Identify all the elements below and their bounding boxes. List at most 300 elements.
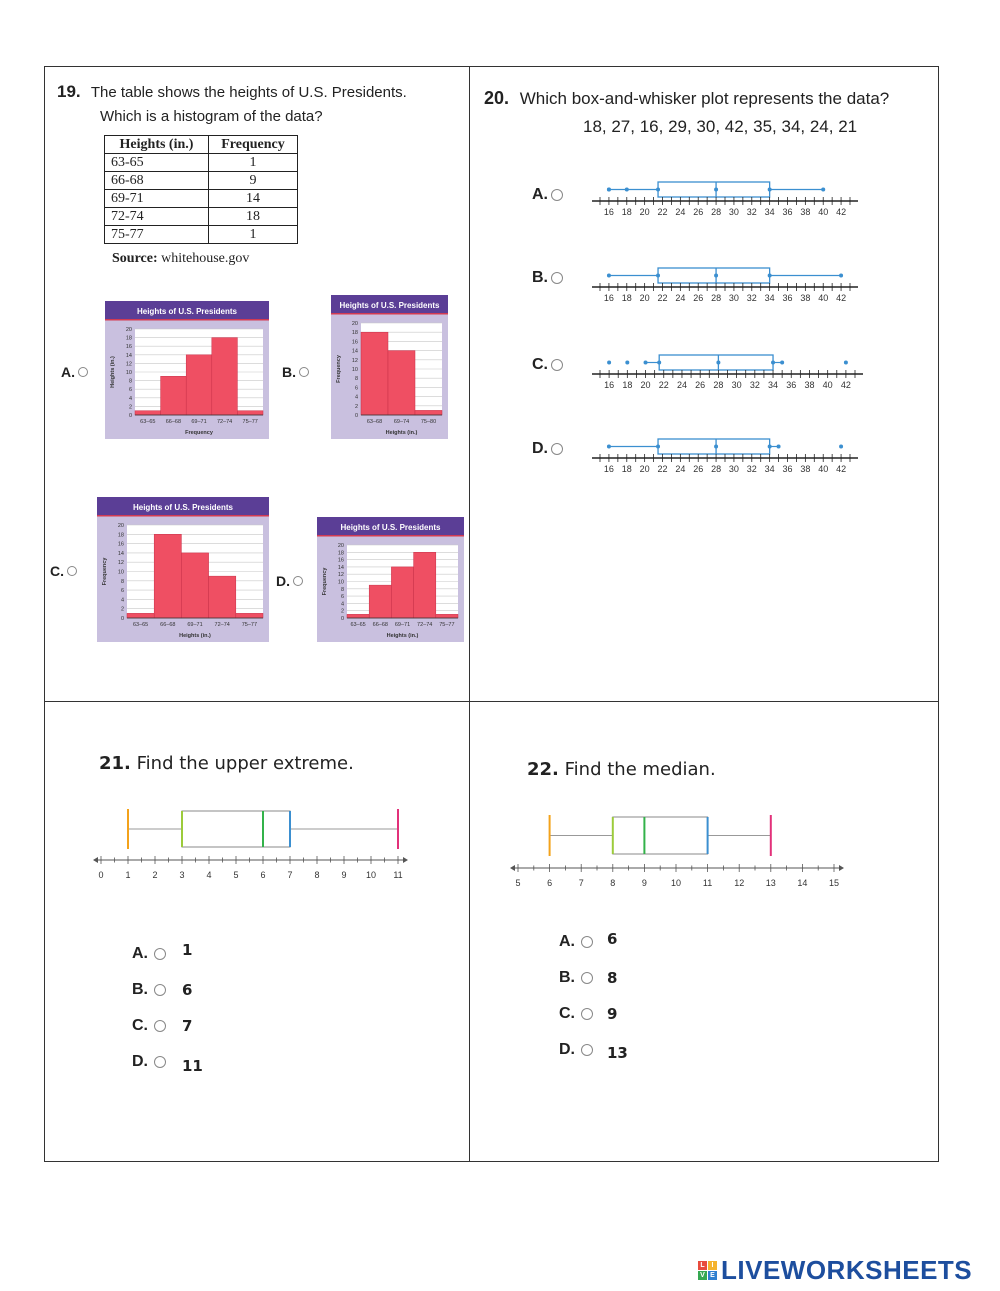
y-tick-label: 0 (120, 616, 124, 622)
y-tick-label: 0 (128, 413, 132, 419)
y-tick-label: 20 (351, 321, 358, 327)
number-line-arrow-right (839, 865, 844, 871)
number-line-arrow-right (403, 857, 408, 863)
axis-tick-label: 36 (782, 464, 793, 474)
axis-tick-label: 0 (98, 870, 104, 880)
x-tick-label: 63–68 (366, 419, 383, 425)
y-tick-label: 12 (351, 357, 358, 364)
radio-button[interactable] (154, 948, 166, 960)
y-tick-label: 12 (117, 560, 124, 567)
option-letter: A. (61, 364, 75, 380)
histogram-c (97, 497, 269, 642)
axis-tick-label: 42 (836, 293, 847, 303)
x-tick-label: 63–65 (350, 622, 366, 628)
radio-button[interactable] (551, 443, 563, 455)
y-axis-label: Heights (in.) (110, 356, 116, 388)
axis-tick-label: 1 (125, 870, 131, 880)
axis-tick-label: 20 (639, 464, 650, 474)
y-tick-label: 0 (340, 616, 344, 622)
option-value: 7 (182, 1017, 193, 1035)
option-letter: A. (559, 933, 575, 950)
q19-number: 19. (57, 82, 81, 101)
five-number-point (714, 445, 718, 449)
q22-number: 22. (527, 759, 559, 780)
axis-tick-label: 3 (179, 870, 185, 880)
logo-block: L (698, 1261, 707, 1270)
y-tick-label: 14 (125, 352, 132, 359)
histogram-bar (236, 613, 263, 618)
x-tick-label: 66–68 (372, 622, 388, 628)
table-source (112, 251, 249, 267)
five-number-point (714, 274, 718, 278)
q22-boxplot (505, 810, 850, 895)
axis-tick-label: 5 (515, 878, 521, 888)
q19-option-d[interactable] (276, 573, 303, 589)
data-point (625, 188, 629, 192)
option-letter: C. (559, 1005, 575, 1022)
axis-tick-label: 14 (797, 878, 808, 888)
histogram-b (331, 295, 448, 439)
axis-tick-label: 32 (746, 207, 757, 217)
heights-table (104, 135, 298, 244)
five-number-point (657, 361, 661, 365)
radio-button[interactable] (78, 367, 88, 377)
axis-tick-label: 32 (746, 464, 757, 474)
histogram-bar (361, 332, 388, 415)
option-value: 11 (182, 1057, 203, 1075)
table-header: Frequency (209, 136, 298, 154)
option-letter: C. (532, 356, 548, 373)
x-tick-label: 69–74 (393, 419, 410, 425)
brand-name: LIVEWORKSHEETS (721, 1255, 973, 1285)
y-tick-label: 6 (354, 385, 358, 392)
boxplot-b (590, 254, 860, 308)
q19-option-c[interactable] (50, 563, 77, 579)
y-tick-label: 2 (120, 606, 124, 613)
option-value: 6 (182, 981, 193, 999)
axis-tick-label: 26 (693, 207, 704, 217)
axis-tick-label: 24 (675, 464, 686, 474)
option-letter: A. (532, 186, 548, 203)
five-number-point (777, 445, 781, 449)
axis-tick-label: 26 (695, 380, 706, 390)
axis-tick-label: 24 (676, 380, 687, 390)
table-cell: 72-74 (105, 208, 209, 226)
q20-option-b[interactable] (532, 269, 563, 287)
axis-tick-label: 18 (621, 207, 632, 217)
q22-option-d[interactable] (559, 1041, 628, 1062)
y-tick-label: 6 (128, 387, 132, 394)
table-cell: 66-68 (105, 172, 209, 190)
y-tick-label: 4 (120, 597, 124, 604)
q22-title (527, 759, 716, 780)
table-cell: 69-71 (105, 190, 209, 208)
number-line-arrow-left (93, 857, 98, 863)
x-tick-label: 63–65 (140, 419, 156, 425)
axis-tick-label: 7 (578, 878, 584, 888)
q20-data-line: 18, 27, 16, 29, 30, 42, 35, 34, 24, 21 (583, 117, 858, 136)
axis-tick-label: 40 (818, 293, 829, 303)
data-point (844, 361, 848, 365)
y-tick-label: 16 (337, 557, 344, 564)
axis-tick-label: 20 (639, 293, 650, 303)
y-tick-label: 18 (337, 550, 344, 557)
five-number-point (768, 274, 772, 278)
axis-tick-label: 40 (822, 380, 833, 390)
five-number-point (607, 445, 611, 449)
axis-tick-label: 6 (547, 878, 553, 888)
axis-tick-label: 36 (782, 293, 793, 303)
y-tick-label: 18 (125, 335, 132, 342)
logo-block: I (708, 1261, 717, 1270)
x-axis-label: Frequency (185, 430, 213, 436)
axis-tick-label: 7 (287, 870, 293, 880)
y-tick-label: 16 (125, 344, 132, 351)
table-cell: 75-77 (105, 226, 209, 244)
y-tick-label: 14 (117, 550, 124, 557)
y-tick-label: 10 (351, 367, 358, 373)
y-tick-label: 8 (128, 378, 132, 385)
axis-tick-label: 15 (828, 878, 840, 888)
option-value: 9 (607, 1005, 618, 1023)
q20-option-a[interactable] (532, 186, 563, 204)
table-cell: 1 (209, 154, 298, 172)
axis-tick-label: 4 (206, 870, 212, 880)
table-cell: 9 (209, 172, 298, 190)
axis-tick-label: 8 (314, 870, 320, 880)
x-tick-label: 72–74 (214, 622, 230, 628)
y-tick-label: 8 (120, 578, 124, 585)
radio-button[interactable] (299, 367, 309, 377)
radio-button[interactable] (551, 359, 563, 371)
q22-option-c[interactable] (559, 1005, 628, 1023)
q21-option-d[interactable] (132, 1053, 203, 1075)
x-tick-label: 69–71 (187, 622, 203, 628)
q21-option-c[interactable] (132, 1017, 203, 1035)
y-axis-label: Frequency (322, 567, 328, 596)
table-cell: 14 (209, 190, 298, 208)
five-number-point (768, 188, 772, 192)
x-tick-label: 66–68 (165, 419, 182, 425)
number-line-arrow-left (510, 865, 515, 871)
q21-boxplot (88, 805, 418, 885)
axis-tick-label: 16 (603, 293, 614, 303)
y-tick-label: 10 (337, 579, 344, 586)
histogram-bar (237, 411, 263, 415)
y-tick-label: 20 (117, 523, 124, 529)
option-value: 1 (182, 941, 193, 959)
histogram-header-rule (331, 313, 448, 315)
histogram-d (317, 517, 464, 642)
x-tick-label: 69–71 (191, 419, 207, 425)
histogram-bar (209, 576, 236, 618)
y-tick-label: 14 (337, 564, 344, 571)
five-number-point (714, 188, 718, 192)
y-tick-label: 4 (128, 395, 132, 402)
histogram-title: Heights of U.S. Presidents (132, 503, 234, 512)
y-tick-label: 10 (125, 370, 132, 376)
axis-tick-label: 26 (693, 464, 704, 474)
y-axis-label: Frequency (336, 355, 342, 383)
axis-tick-label: 13 (765, 878, 776, 888)
q22-question: Find the median. (564, 759, 716, 780)
liveworksheets-logo (698, 1255, 972, 1286)
axis-tick-label: 22 (657, 293, 668, 303)
axis-tick-label: 26 (693, 293, 704, 303)
table-row (105, 190, 298, 208)
axis-tick-label: 16 (603, 464, 614, 474)
x-axis-label: Heights (in.) (386, 633, 419, 639)
y-tick-label: 2 (354, 403, 358, 410)
axis-tick-label: 34 (764, 464, 775, 474)
radio-button[interactable] (581, 972, 593, 984)
data-point (607, 188, 611, 192)
table-row (105, 172, 298, 190)
axis-tick-label: 30 (731, 380, 742, 390)
q22-options (559, 930, 628, 1062)
y-tick-label: 6 (120, 588, 124, 595)
x-tick-label: 75–80 (420, 419, 437, 425)
histogram-bar (415, 410, 442, 415)
radio-button[interactable] (154, 984, 166, 996)
axis-tick-label: 9 (341, 870, 347, 880)
option-letter: B. (559, 969, 575, 986)
box (182, 811, 290, 847)
radio-button[interactable] (293, 576, 303, 586)
q19-line1: The table shows the heights of U.S. Presidents. (90, 84, 407, 101)
histogram-title: Heights of U.S. Presidents (136, 307, 238, 316)
y-tick-label: 6 (340, 594, 344, 601)
axis-tick-label: 28 (713, 380, 724, 390)
option-letter: D. (559, 1041, 575, 1058)
histogram-bar (181, 553, 208, 618)
y-tick-label: 20 (337, 543, 344, 549)
axis-tick-label: 24 (675, 293, 686, 303)
histogram-bar (127, 613, 154, 618)
histogram-a (105, 301, 269, 439)
x-tick-label: 72–74 (417, 622, 433, 628)
axis-tick-label: 36 (786, 380, 797, 390)
histogram-bar (186, 355, 212, 415)
y-tick-label: 8 (354, 376, 358, 383)
y-tick-label: 14 (351, 348, 358, 355)
radio-button[interactable] (154, 1056, 166, 1068)
histogram-title: Heights of U.S. Presidents (340, 523, 441, 532)
histogram-bar (369, 585, 391, 618)
axis-tick-label: 11 (393, 870, 403, 880)
box (658, 182, 770, 197)
y-tick-label: 0 (354, 413, 358, 419)
axis-tick-label: 42 (840, 380, 851, 390)
axis-tick-label: 28 (711, 207, 722, 217)
axis-tick-label: 38 (800, 207, 811, 217)
axis-tick-label: 42 (836, 464, 847, 474)
axis-tick-label: 38 (804, 380, 815, 390)
five-number-point (716, 361, 720, 365)
axis-tick-label: 28 (711, 464, 722, 474)
boxplot-d (590, 425, 860, 479)
box (658, 439, 770, 454)
five-number-point (656, 188, 660, 192)
option-value: 8 (607, 969, 618, 987)
data-point (839, 445, 843, 449)
axis-tick-label: 36 (782, 207, 793, 217)
histogram-bar (347, 614, 369, 618)
x-tick-label: 66–68 (160, 622, 176, 628)
q22-option-b[interactable] (559, 969, 628, 987)
axis-tick-label: 22 (657, 207, 668, 217)
q21-options (132, 941, 203, 1075)
q20-title (484, 88, 889, 109)
option-letter: B. (282, 364, 296, 380)
axis-tick-label: 12 (734, 878, 745, 888)
box (658, 268, 770, 283)
axis-tick-label: 28 (711, 293, 722, 303)
histogram-bar (212, 338, 238, 415)
y-axis-label: Frequency (102, 557, 108, 586)
axis-tick-label: 10 (365, 870, 377, 880)
radio-button[interactable] (581, 1008, 593, 1020)
axis-tick-label: 38 (800, 293, 811, 303)
histogram-bar (154, 534, 181, 618)
histogram-header-rule (105, 319, 269, 321)
x-tick-label: 72–74 (216, 419, 233, 425)
y-tick-label: 18 (351, 330, 358, 337)
axis-tick-label: 18 (622, 380, 633, 390)
histogram-bar (391, 567, 413, 618)
axis-tick-label: 22 (657, 464, 668, 474)
axis-tick-label: 2 (152, 870, 158, 880)
x-tick-label: 75–77 (241, 622, 258, 628)
y-tick-label: 12 (125, 361, 132, 368)
axis-tick-label: 18 (621, 293, 632, 303)
axis-tick-label: 32 (749, 380, 760, 390)
axis-tick-label: 32 (746, 293, 757, 303)
axis-tick-label: 34 (764, 293, 775, 303)
option-letter: D. (276, 573, 290, 589)
axis-tick-label: 30 (728, 207, 739, 217)
x-tick-label: 75–77 (439, 622, 455, 628)
five-number-point (644, 361, 648, 365)
logo-blocks (698, 1261, 717, 1280)
five-number-point (768, 445, 772, 449)
axis-tick-label: 40 (818, 464, 829, 474)
axis-tick-label: 9 (641, 878, 647, 888)
grid-vertical-divider (469, 66, 470, 1162)
radio-button[interactable] (551, 189, 563, 201)
axis-tick-label: 34 (768, 380, 779, 390)
option-letter: D. (532, 440, 548, 457)
five-number-point (821, 188, 825, 192)
y-tick-label: 2 (340, 608, 344, 615)
axis-tick-label: 30 (728, 464, 739, 474)
y-tick-label: 12 (337, 572, 344, 579)
q20-option-d[interactable] (532, 440, 563, 458)
y-tick-label: 10 (117, 569, 124, 576)
option-letter: C. (132, 1017, 148, 1034)
option-letter: A. (132, 945, 148, 962)
x-tick-label: 69–71 (394, 622, 411, 628)
q20-number: 20. (484, 88, 510, 108)
option-letter: D. (132, 1053, 148, 1070)
axis-tick-label: 22 (658, 380, 669, 390)
axis-tick-label: 40 (818, 207, 829, 217)
q20-question: Which box-and-whisker plot represents the data? (519, 89, 890, 108)
table-header-row (105, 136, 298, 154)
axis-tick-label: 16 (604, 380, 615, 390)
five-number-point (607, 274, 611, 278)
q21-number: 21. (99, 753, 131, 774)
axis-tick-label: 6 (260, 870, 266, 880)
radio-button[interactable] (154, 1020, 166, 1032)
five-number-point (780, 361, 784, 365)
boxplot-a (590, 168, 860, 222)
table-header: Heights (in.) (105, 136, 209, 154)
axis-tick-label: 20 (640, 380, 651, 390)
axis-tick-label: 18 (621, 464, 632, 474)
axis-tick-label: 34 (764, 207, 775, 217)
axis-tick-label: 10 (670, 878, 682, 888)
q21-question: Find the upper extreme. (136, 753, 354, 774)
table-row (105, 154, 298, 172)
table-row (105, 226, 298, 244)
q20-option-c[interactable] (532, 356, 563, 374)
boxplot-c (590, 341, 865, 395)
option-value: 6 (607, 930, 618, 948)
q21-option-b[interactable] (132, 981, 203, 999)
table-cell: 18 (209, 208, 298, 226)
q19-line2: Which is a histogram of the data? (100, 108, 323, 125)
q19-option-a[interactable] (61, 364, 88, 380)
axis-tick-label: 8 (610, 878, 616, 888)
y-tick-label: 16 (351, 339, 358, 346)
radio-button[interactable] (581, 1044, 593, 1056)
logo-block: E (708, 1271, 717, 1280)
axis-tick-label: 42 (836, 207, 847, 217)
y-tick-label: 18 (117, 532, 124, 539)
option-value: 13 (607, 1044, 628, 1062)
radio-button[interactable] (67, 566, 77, 576)
axis-tick-label: 24 (675, 207, 686, 217)
radio-button[interactable] (581, 936, 593, 948)
axis-tick-label: 38 (800, 464, 811, 474)
q22-option-a[interactable] (559, 930, 628, 951)
x-tick-label: 63–65 (132, 622, 149, 628)
y-tick-label: 4 (340, 601, 344, 608)
axis-tick-label: 20 (639, 207, 650, 217)
histogram-bar (436, 614, 458, 618)
y-tick-label: 16 (117, 541, 124, 548)
y-tick-label: 20 (125, 327, 132, 333)
radio-button[interactable] (551, 272, 563, 284)
histogram-title: Heights of U.S. Presidents (339, 301, 440, 310)
data-point (607, 361, 611, 365)
x-tick-label: 75–77 (242, 419, 258, 425)
five-number-point (656, 445, 660, 449)
q19-option-b[interactable] (282, 364, 309, 380)
histogram-bar (161, 376, 187, 415)
five-number-point (656, 274, 660, 278)
histogram-bar (135, 411, 161, 415)
histogram-header-rule (317, 535, 464, 537)
y-tick-label: 2 (128, 404, 132, 411)
axis-tick-label: 16 (603, 207, 614, 217)
y-tick-label: 4 (354, 394, 358, 401)
q21-title (99, 753, 354, 774)
q21-option-a[interactable] (132, 941, 203, 963)
x-axis-label: Heights (in.) (179, 633, 211, 639)
box (659, 355, 773, 370)
